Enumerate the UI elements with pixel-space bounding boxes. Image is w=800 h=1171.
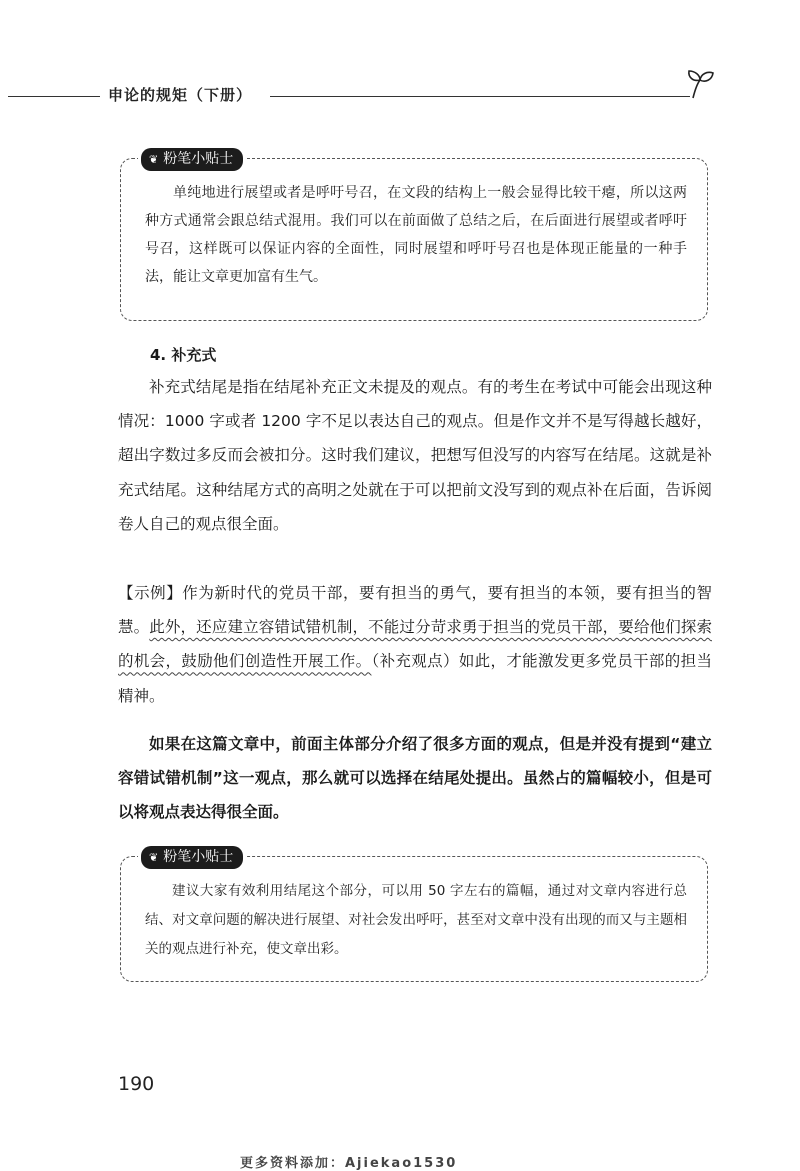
tip-text: 单纯地进行展望或者是呼吁号召，在文段的结构上一般会显得比较干瘪，所以这两种方式通常会跟总结式混用。我们可以在前面做了总结之后，在后面进行展望或者呼吁号召，这样既可以保证内容的全面性，同时展望和呼吁号召也是体现正能量的一种手法，能让文章更加富有生气。: [145, 185, 687, 285]
footer-text: 更多资料添加：Ajiekao1530: [240, 1156, 458, 1171]
example-intro: 作为新时代的党员干部，要有担当的勇气，要有担当的本领，要有担当的智慧。: [118, 584, 712, 637]
tip-label: ❦ 粉笔小贴士: [141, 846, 243, 869]
sprout-icon: [683, 68, 717, 100]
leaf-icon: ❦: [149, 153, 158, 166]
body-paragraph: 补充式结尾是指在结尾补充正文未提及的观点。有的考生在考试中可能会出现这种情况：1000 字或者 1200 字不足以表达自己的观点。但是作文并不是写得越长越好，超出字数过多反而会被扣分。这时我们建议，把想写但没写的内容写在结尾。这就是补充式结尾。这种结尾方式的高明之处就在于可以把前文没写到的观点补在后面，告诉阅卷人自己的观点很全面。: [118, 378, 712, 533]
example-paragraph: [118, 576, 712, 713]
tip-box: [120, 151, 708, 321]
tip-box: [120, 849, 708, 982]
example-note: （补充观点）: [371, 652, 459, 671]
example-highlight: 此外，还应建立容错试错机制，不能过分苛求勇于担当的党员干部，要给他们探索的机会，鼓励他们创造性开展工作。: [118, 618, 712, 671]
leaf-icon: ❦: [149, 851, 158, 864]
example-tag: 【示例】: [118, 584, 183, 602]
bold-paragraph: 如果在这篇文章中，前面主体部分介绍了很多方面的观点，但是并没有提到“建立容错试错机制”这一观点，那么就可以选择在结尾处提出。虽然占的篇幅较小，但是可以将观点表达得很全面。: [118, 735, 712, 822]
tip-text: 建议大家有效利用结尾这个部分，可以用 50 字左右的篇幅，通过对文章内容进行总结、对文章问题的解决进行展望、对社会发出呼吁，甚至对文章中没有出现的而又与主题相关的观点进行补充，使文章出彩。: [145, 883, 687, 957]
header-line-right: [270, 96, 690, 97]
book-title: 申论的规矩（下册）: [108, 86, 253, 104]
section-heading: 4. 补充式: [150, 346, 217, 364]
tip-label: ❦ 粉笔小贴士: [141, 148, 243, 171]
example-outro: 如此，才能激发更多党员干部的担当精神。: [118, 652, 712, 705]
page-number: 190: [118, 1073, 155, 1095]
header-line-left: [8, 96, 100, 97]
